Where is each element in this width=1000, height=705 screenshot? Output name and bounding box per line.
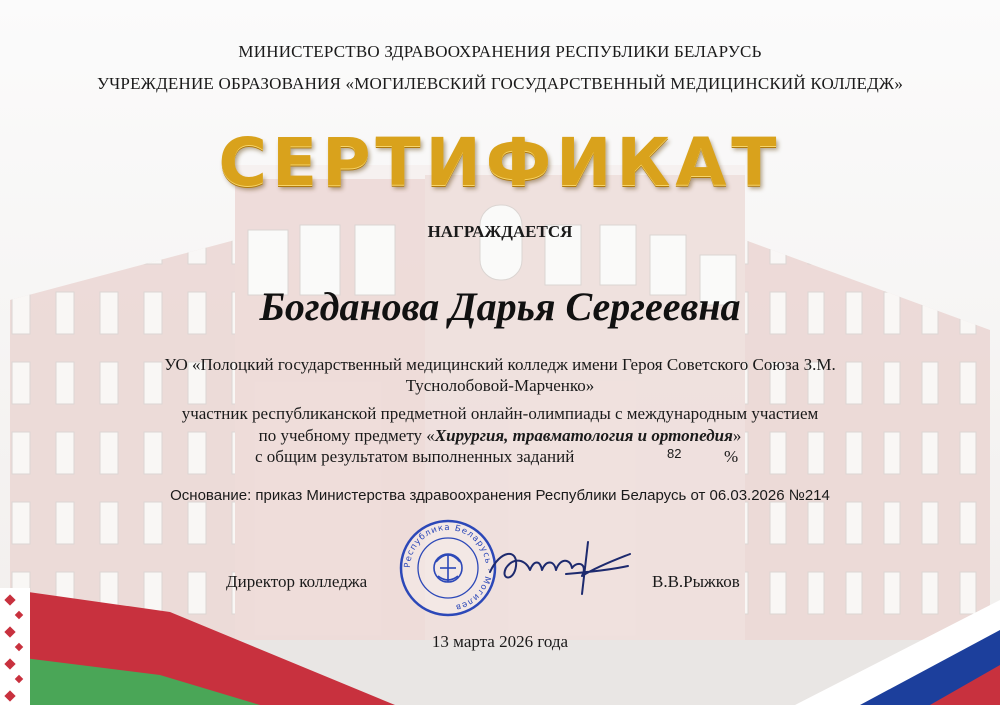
certificate-title: СЕРТИФИКАТ [218, 124, 782, 201]
basis-text: Основание: приказ Министерства здравоохранения Республики Беларусь от 06.03.2026 №214 [170, 487, 830, 504]
ministry-name: МИНИСТЕРСТВО ЗДРАВООХРАНЕНИЯ РЕСПУБЛИКИ БЕЛАРУСЬ [238, 42, 762, 61]
awarded-label: НАГРАЖДАЕТСЯ [427, 222, 573, 241]
school-line-1: УО «Полоцкий государственный медицинский колледж имени Героя Советского Союза З.М. [164, 355, 836, 374]
subject-name: Хирургия, травматология и ортопедия [434, 426, 733, 445]
subject-suffix: » [732, 426, 742, 445]
institution-name: УЧРЕЖДЕНИЕ ОБРАЗОВАНИЯ «МОГИЛЕВСКИЙ ГОСУДАРСТВЕННЫЙ МЕДИЦИНСКИЙ КОЛЛЕДЖ» [96, 74, 904, 93]
subject-line [0, 426, 1000, 446]
director-name: В.В.Рыжков [652, 572, 740, 591]
score-unit: % [724, 447, 739, 466]
seal-text: Республика Беларусь · Могилев [402, 522, 494, 613]
subject-prefix: по учебному предмету « [258, 426, 435, 445]
school-line-2: Туснолобовой-Марченко» [405, 376, 595, 395]
director-label: Директор колледжа [226, 572, 368, 591]
participation-text: участник республиканской предметной онлайн-олимпиады с международным участием [181, 404, 819, 423]
issue-date: 13 марта 2026 года [431, 632, 569, 651]
score-value: 82 [667, 446, 682, 461]
director-signature [470, 530, 640, 600]
recipient-name: Богданова Дарья Сергеевна [259, 284, 741, 329]
result-text: с общим результатом выполненных заданий [255, 447, 575, 466]
